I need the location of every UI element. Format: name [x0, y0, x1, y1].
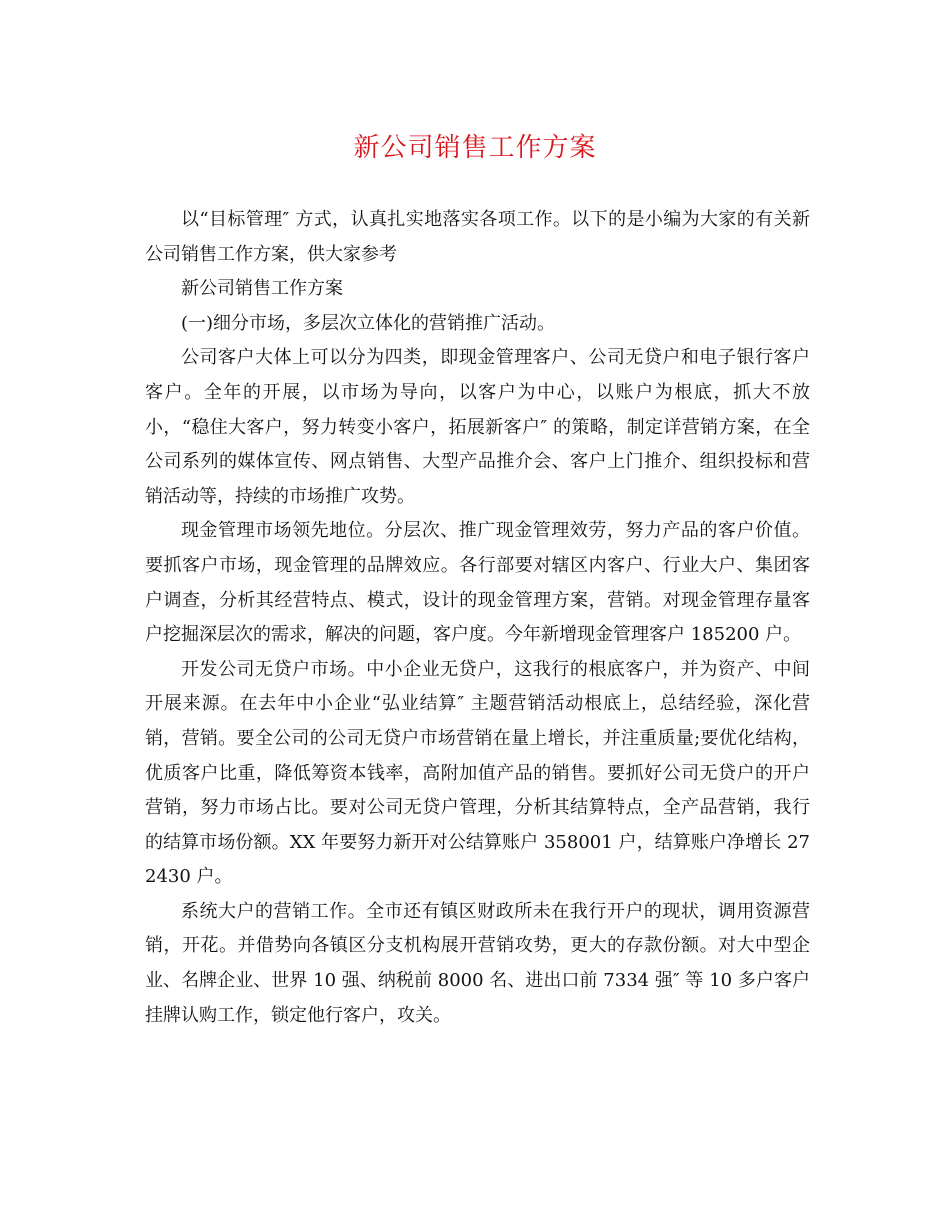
paragraph-system-clients: 系统大户的营销工作。全市还有镇区财政所未在我行开户的现状，调用资源营销，开花。并借势向各镇区分支机构展开营销攻势，更大的存款份额。对大中型企业、名牌企业、世界 10 强、纳税前 8000 名、进出口前 7334 强″ 等 10 多户客户挂牌认购工作，锁定他行客户，攻关。 [145, 900, 810, 1026]
document-title: 新公司销售工作方案 [353, 133, 597, 163]
paragraph-cash-management: 现金管理市场领先地位。分层次、推广现金管理效劳，努力产品的客户价值。要抓客户市场，现金管理的品牌效应。各行部要对辖区内客户、行业大户、集团客户调查，分析其经营特点、模式，设计的现金管理方案，营销。对现金管理存量客户挖掘深层次的需求，解决的问题，客户度。今年新增现金管理客户 185200 户。 [145, 520, 810, 646]
document-body [145, 203, 810, 1033]
paragraph-intro: 以“目标管理″ 方式，认真扎实地落实各项工作。以下的是小编为大家的有关新公司销售工作方案，供大家参考 [145, 209, 810, 265]
paragraph-section-heading: (一)细分市场，多层次立体化的营销推广活动。 [181, 312, 556, 334]
paragraph-subtitle: 新公司销售工作方案 [181, 278, 343, 300]
paragraph-customer-types: 公司客户大体上可以分为四类，即现金管理客户、公司无贷户和电子银行客户客户。全年的开展，以市场为导向，以客户为中心，以账户为根底，抓大不放小，“稳住大客户，努力转变小客户，拓展新客户″ 的策略，制定详营销方案，在全公司系列的媒体宣传、网点销售、大型产品推介会、客户上门推介、组织投标和营销活动等，持续的市场推广攻势。 [145, 347, 810, 507]
paragraph-no-loan-clients: 开发公司无贷户市场。中小企业无贷户，这我行的根底客户，并为资产、中间开展来源。在去年中小企业“弘业结算″ 主题营销活动根底上，总结经验，深化营销，营销。要全公司的公司无贷户市场营销在量上增长，并注重质量;要优化结构，优质客户比重，降低筹资本钱率，高附加值产品的销售。要抓好公司无贷户的开户营销，努力市场占比。要对公司无贷户管理，分析其结算特点，全产品营销，我行的结算市场份额。XX 年要努力新开对公结算账户 358001 户，结算账户净增长 272430 户。 [145, 658, 810, 888]
